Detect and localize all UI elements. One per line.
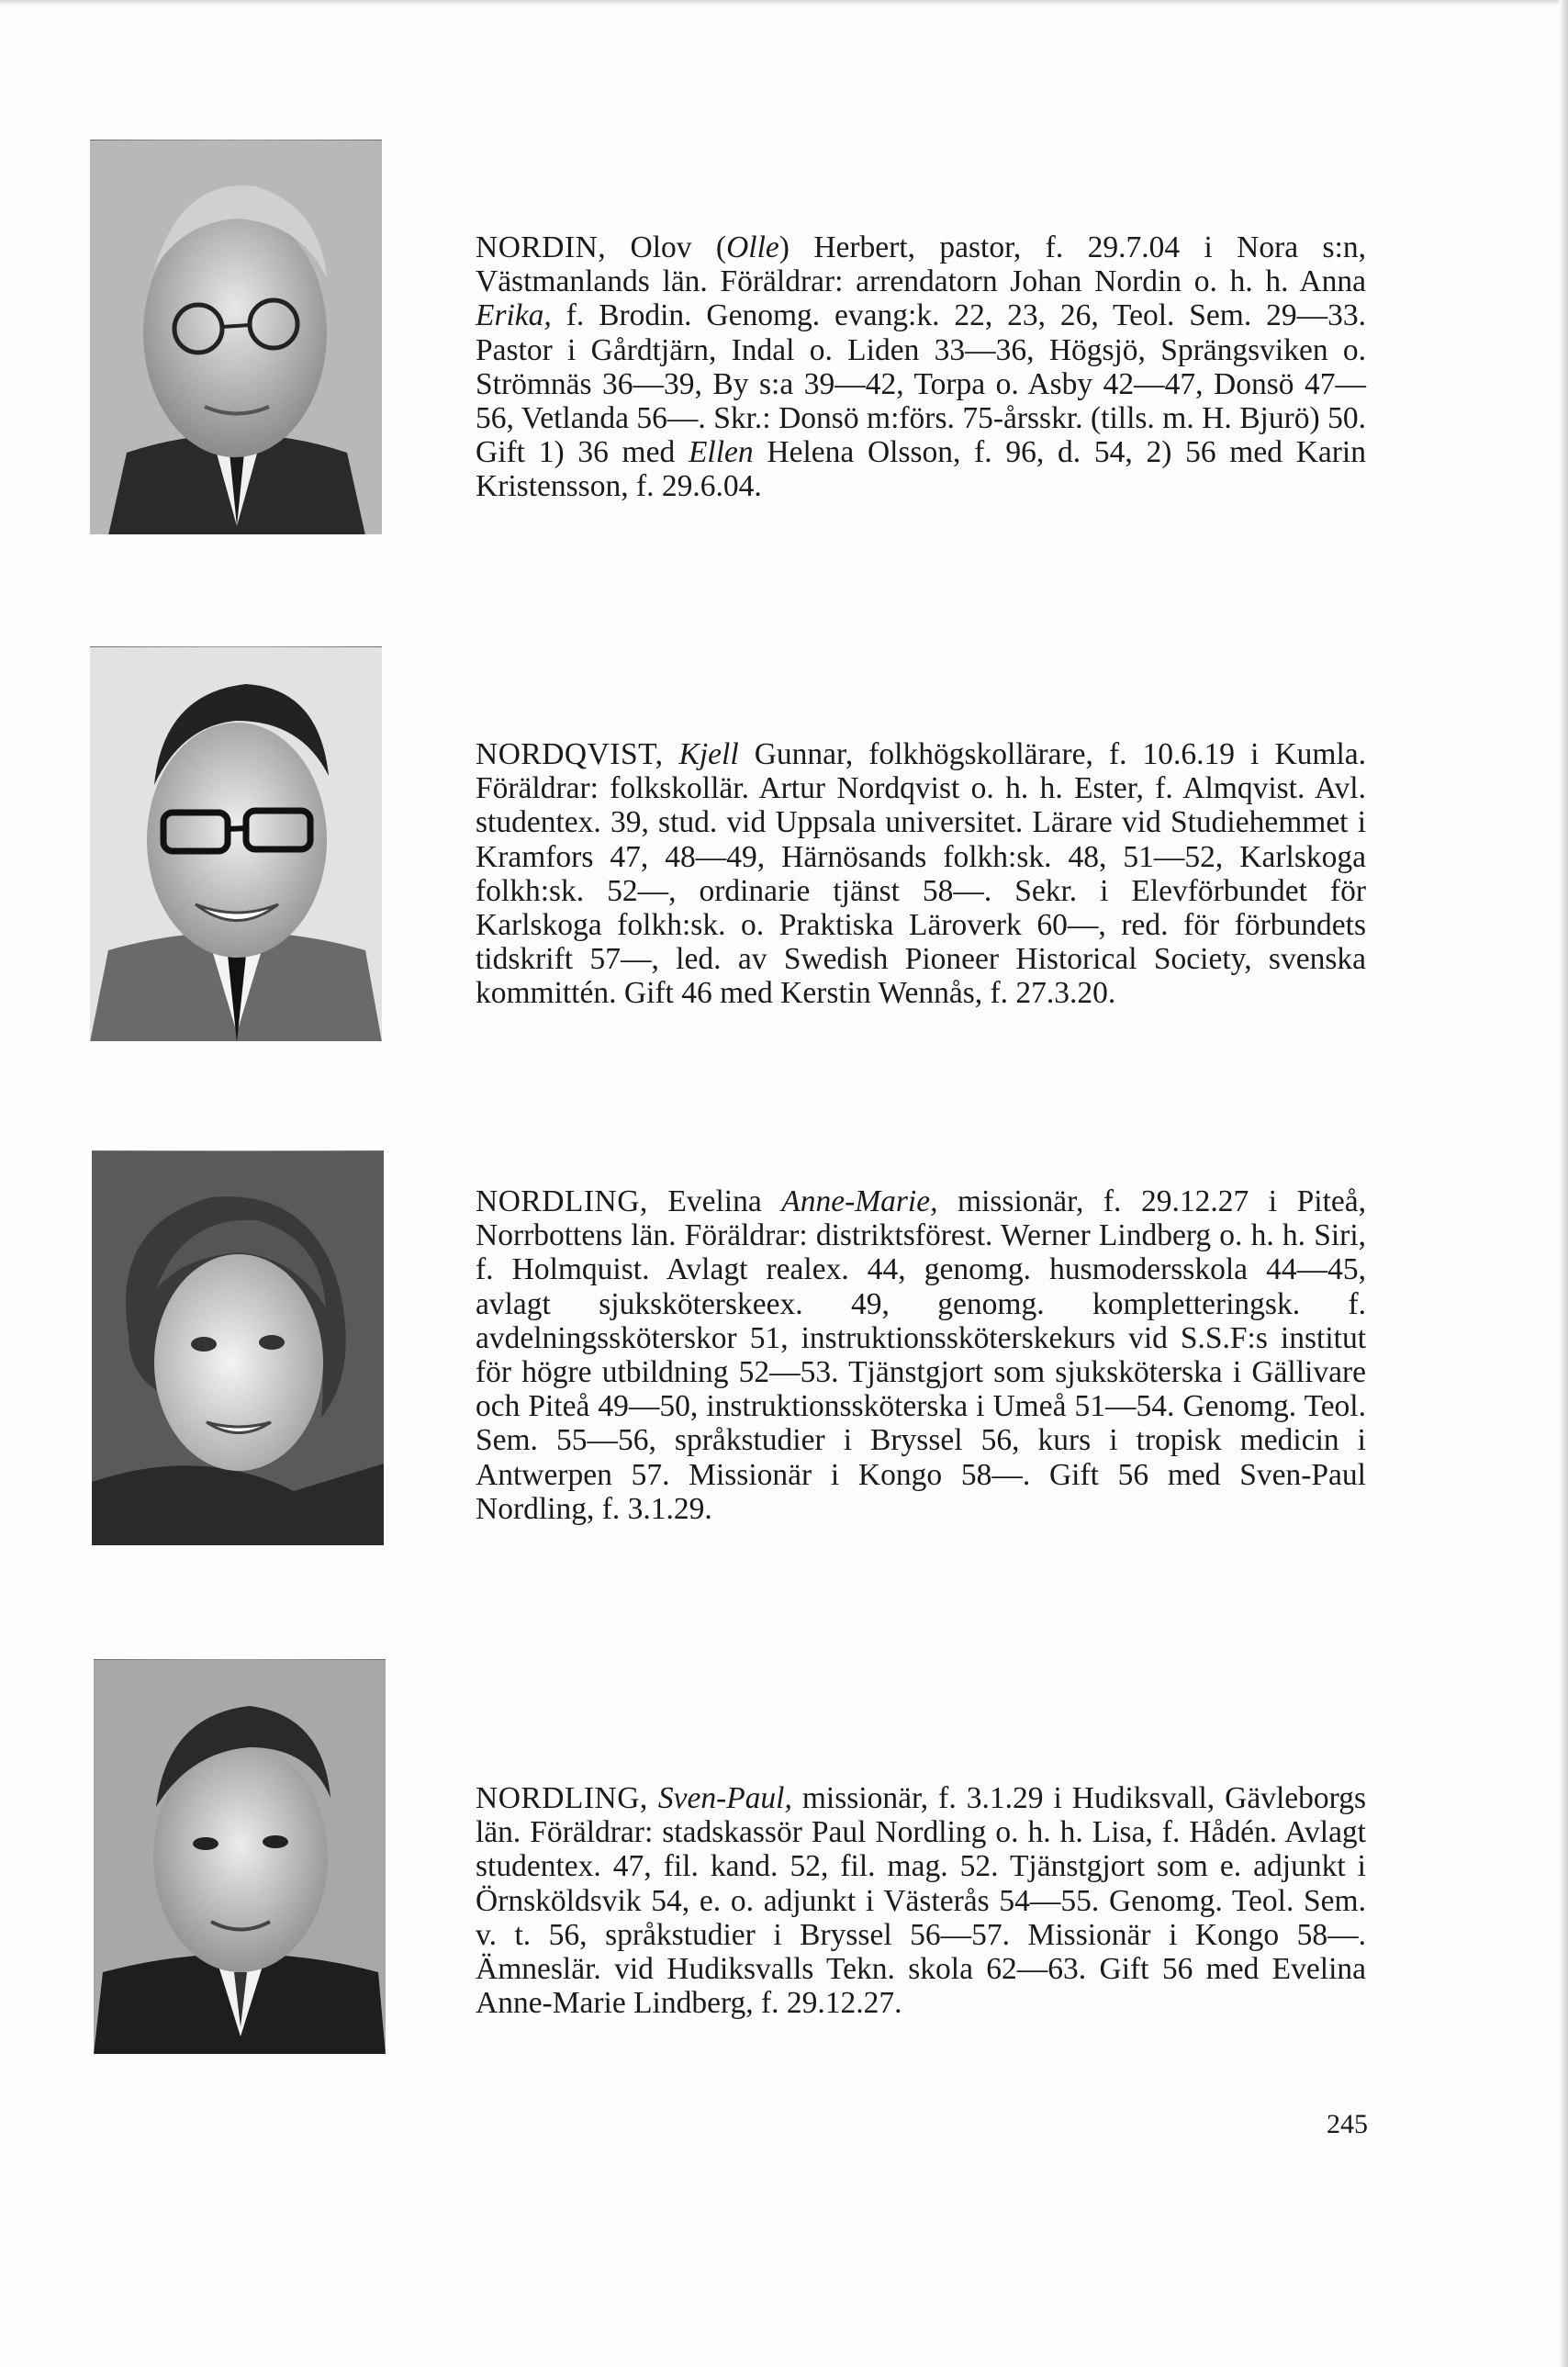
portrait-young-man-icon — [94, 1659, 386, 2054]
bio-emph-2: Erika, — [476, 298, 552, 333]
surname: NORDLING, — [476, 1184, 648, 1218]
portrait-man-glasses-tie-icon — [90, 646, 382, 1041]
surname: NORDQVIST, — [476, 737, 664, 771]
bio-rest-3: Helena Olsson, f. 96, d. 54, 2) 56 med Karin Kristensson, f. 29.6.04. — [476, 435, 1366, 504]
portrait-woman-icon — [92, 1150, 384, 1545]
given-name-emph: Sven-Paul, — [657, 1781, 792, 1815]
given-name-pre: Olov ( — [630, 230, 727, 264]
surname: NORDLING, — [476, 1781, 648, 1815]
bio-rest: Gunnar, folkhögskollärare, f. 10.6.19 i Kumla. Föräldrar: folkskollär. Artur Nordqvist o. h. h. Ester, f. Almqvist. Avl. studentex. 39, stud. vid Uppsala universitet. Lärare vid Studiehemmet i Kramfors 47, 48—49, Härnösands folkh:sk. 48, 51—52, Karlskoga folkh:sk. 52—, ordinarie tjänst 58—. Sekr. i Elevförbundet för Karlskoga folkh:sk. o. Praktiska Läroverk 60—, red. för förbundets tidskrift 57—, led. av Swedish Pioneer Historical Society, svenska kommittén. Gift 46 med Kerstin Wennås, f. 27.3.20. — [476, 737, 1366, 1011]
bio-text — [476, 737, 1366, 1011]
page-edge-right — [1559, 0, 1568, 2367]
surname: NORDIN, — [476, 230, 607, 264]
bio-rest: missionär, f. 29.12.27 i Piteå, Norrbottens län. Föräldrar: distriktsförest. Werner Lindberg o. h. h. Siri, f. Holmquist. Avlagt realex. 44, genomg. husmodersskola 44—45, avlagt sjuksköterskeex. 49, genomg. kompletteringsk. f. avdelningssköterskor 51, instruktionssköterskekurs vid S.S.F:s institut för högre utbildning 52—53. Tjänstgjort som sjuksköterska i Gällivare och Piteå 49—50, instruktionssköterska i Umeå 51—54. Genomg. Teol. Sem. 55—56, språkstudier i Bryssel 56, kurs i tropisk medicin i Antwerpen 57. Missionär i Kongo 58—. Gift 56 med Sven-Paul Nordling, f. 3.1.29. — [476, 1184, 1366, 1526]
bio-text — [476, 230, 1366, 504]
portrait-man-glasses-icon — [90, 140, 382, 534]
given-name-emph: Kjell — [678, 737, 739, 771]
given-name-pre: Evelina — [667, 1184, 782, 1218]
given-name-emph: Olle — [726, 230, 779, 264]
given-name-emph: Anne-Marie, — [781, 1184, 938, 1218]
bio-text — [476, 1781, 1366, 2020]
page-edge-top — [0, 0, 1568, 6]
bio-rest: missionär, f. 3.1.29 i Hudiksvall, Gävleborgs län. Föräldrar: stadskassör Paul Nordling o. h. h. Lisa, f. Hådén. Avlagt studentex. 47, fil. kand. 52, fil. mag. 52. Tjänstgjort som e. adjunkt i Örnsköldsvik 54, e. o. adjunkt i Västerås 54—55. Genomg. Teol. Sem. v. t. 56, språkstudier i Bryssel 56—57. Missionär i Kongo 58—. Ämneslär. vid Hudiksvalls Tekn. skola 62—63. Gift 56 med Evelina Anne-Marie Lindberg, f. 29.12.27. — [476, 1781, 1367, 2021]
bio-rest-2: f. Brodin. Genomg. evang:k. 22, 23, 26, Teol. Sem. 29—33. Pastor i Gårdtjärn, Indal o. Liden 33—36, Högsjö, Sprängsviken o. Strömnäs 36—39, By s:a 39—42, Torpa o. Asby 42—47, Donsö 47—56, Vetlanda 56—. Skr.: Donsö m:förs. 75-årsskr. (tills. m. H. Bjurö) 50. Gift 1) 36 med — [476, 298, 1366, 470]
bio-text — [476, 1184, 1366, 1526]
bio-emph-3: Ellen — [688, 435, 754, 470]
page-number: 245 — [1327, 2109, 1368, 2139]
bio-rest: ) Herbert, pastor, f. 29.7.04 i Nora s:n, Västmanlands län. Föräldrar: arrendatorn Johan Nordin o. h. h. Anna — [476, 230, 1366, 299]
